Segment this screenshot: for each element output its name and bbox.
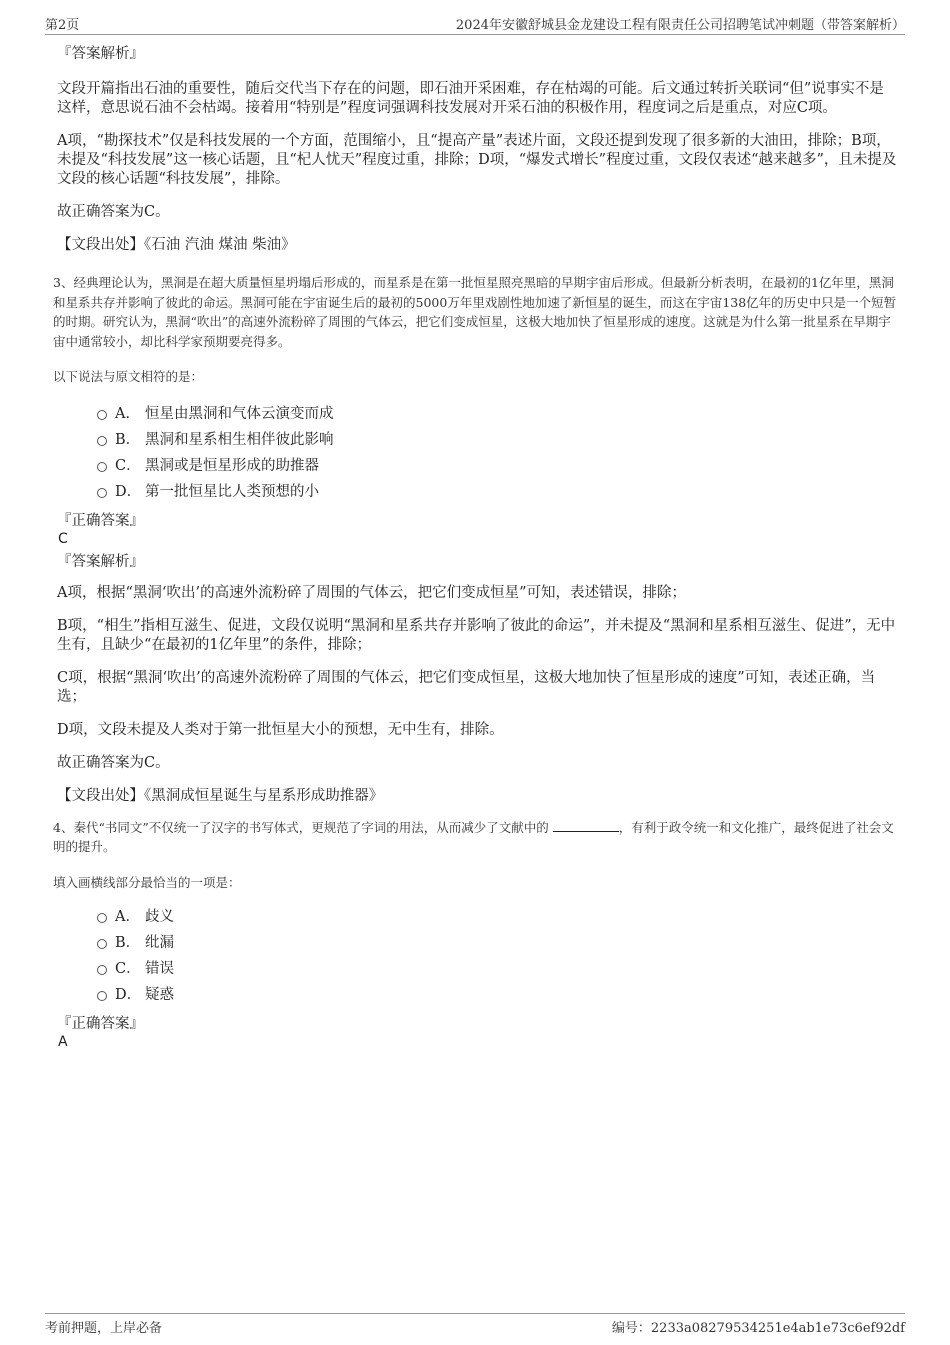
option-text: 歧义 [145, 909, 174, 925]
document-id: 编号：2233a08279534251e4ab1e73c6ef92df [611, 1321, 905, 1336]
option-letter: A． [115, 405, 140, 422]
correct-answer-conclusion: 故正确答案为C。 [57, 754, 170, 771]
radio-button[interactable] [97, 991, 107, 1001]
option-a[interactable] [57, 904, 897, 930]
correct-answer-conclusion: 故正确答案为C。 [57, 204, 170, 220]
radio-button[interactable] [97, 436, 107, 446]
option-letter: A． [115, 909, 140, 925]
option-text: 恒星由黑洞和气体云演变而成 [145, 405, 334, 422]
passage-source: 【文段出处】《黑洞成恒星诞生与星系形成助推器》 [57, 787, 384, 804]
document-title: 2024年安徽舒城县金龙建设工程有限责任公司招聘笔试冲刺题（带答案解析） [455, 18, 905, 33]
radio-button[interactable] [97, 965, 107, 975]
analysis-paragraph: C项，根据“黑洞‘吹出’的高速外流粉碎了周围的气体云，把它们变成恒星，这极大地加快了恒星形成的速度”可知，表述正确，当选； [57, 669, 876, 705]
question-4-stem-start: 4、秦代“书同文”不仅统一了汉字的书写体式，更规范了字词的用法，从而减少了文献中的 [53, 819, 553, 835]
footer-slogan: 考前押题，上岸必备 [45, 1321, 163, 1336]
option-b[interactable] [57, 427, 897, 453]
option-text: 黑洞和星系相生相伴彼此影响 [145, 431, 334, 448]
analysis-paragraph: 文段开篇指出石油的重要性，随后交代当下存在的问题，即石油开采困难，存在枯竭的可能。后文通过转折关联词“但”说事实不是这样，意思说石油不会枯竭。接着用“特别是”程度词强调科技发展对开采石油的积极作用，程度词之后是重点，对应C项。 [57, 81, 884, 116]
option-b[interactable] [57, 930, 897, 956]
radio-button[interactable] [97, 939, 107, 949]
radio-button[interactable] [97, 462, 107, 472]
option-letter: B． [115, 431, 141, 448]
radio-button[interactable] [97, 410, 107, 420]
option-letter: C． [115, 961, 141, 977]
page-footer [45, 1313, 905, 1336]
question-3-options [57, 401, 897, 505]
option-c[interactable] [57, 453, 897, 479]
question-4-stem-end: ，有利于政令统一和文化推广，最终促进了社会文明的提升。 [53, 819, 894, 854]
question-3-prompt: 以下说法与原文相符的是： [53, 369, 204, 384]
radio-button[interactable] [97, 913, 107, 923]
correct-answer: C [58, 530, 68, 547]
option-c[interactable] [57, 956, 897, 982]
option-letter: D． [115, 987, 142, 1003]
question-4-prompt: 填入画横线部分最恰当的一项是： [53, 874, 241, 890]
correct-answer: A [58, 1034, 68, 1050]
correct-answer-label: 『正确答案』 [57, 512, 144, 529]
analysis-paragraph: D项，文段未提及人类对于第一批恒星大小的预想，无中生有，排除。 [57, 721, 504, 738]
option-a[interactable] [57, 401, 897, 427]
option-letter: D． [115, 483, 142, 500]
fill-in-blank [553, 818, 619, 832]
answer-analysis-label: 『答案解析』 [57, 46, 144, 62]
correct-answer-label: 『正确答案』 [57, 1016, 144, 1032]
option-text: 错误 [145, 961, 174, 977]
option-text: 疑惑 [145, 987, 174, 1003]
option-d[interactable] [57, 982, 897, 1008]
question-3-stem: 3、经典理论认为，黑洞是在超大质量恒星坍塌后形成的，而星系是在第一批恒星照亮黑暗的早期宇宙后形成。但最新分析表明，在最初的1亿年里，黑洞和星系共存并影响了彼此的命运。黑洞可能在宇宙诞生后的最初的5000万年里戏剧性地加速了新恒星的诞生，而这在宇宙138亿年的历史中只是一个短暂的时期。研究认为，黑洞“吹出”的高速外流粉碎了周围的气体云，把它们变成恒星，这极大地加快了恒星形成的速度。这就是为什么第一批星系在早期宇宙中通常较小，却比科学家预期要亮得多。 [53, 275, 897, 349]
option-letter: B． [115, 935, 141, 951]
page-header [45, 12, 905, 35]
page-content [53, 44, 897, 1051]
question-4-options [57, 904, 897, 1008]
answer-analysis-label: 『答案解析』 [57, 553, 144, 570]
radio-button[interactable] [97, 488, 107, 498]
passage-source: 【文段出处】《石油 汽油 煤油 柴油》 [57, 237, 296, 253]
analysis-paragraph: A项，根据“黑洞‘吹出’的高速外流粉碎了周围的气体云，把它们变成恒星”可知，表述错误，排除； [57, 584, 687, 601]
option-text: 第一批恒星比人类预想的小 [145, 483, 319, 500]
option-d[interactable] [57, 479, 897, 505]
option-text: 纰漏 [145, 935, 174, 951]
option-text: 黑洞或是恒星形成的助推器 [145, 457, 319, 474]
question-4-stem [53, 818, 897, 857]
analysis-paragraph: A项，“勘探技术”仅是科技发展的一个方面，范围缩小，且“提高产量”表述片面，文段还提到发现了很多新的大油田，排除；B项，未提及“科技发展”这一核心话题，且“杞人忧天”程度过重，排除；D项，“爆发式增长”程度过重，文段仅表述“越来越多”，且未提及文段的核心话题“科技发展”，排除。 [57, 133, 897, 187]
page-number: 第2页 [45, 18, 80, 33]
option-letter: C． [115, 457, 141, 474]
analysis-paragraph: B项，“相生”指相互滋生、促进，文段仅说明“黑洞和星系共存并影响了彼此的命运”，并未提及“黑洞和星系相互滋生、促进”，无中生有，且缺少“在最初的1亿年里”的条件，排除； [57, 617, 896, 653]
